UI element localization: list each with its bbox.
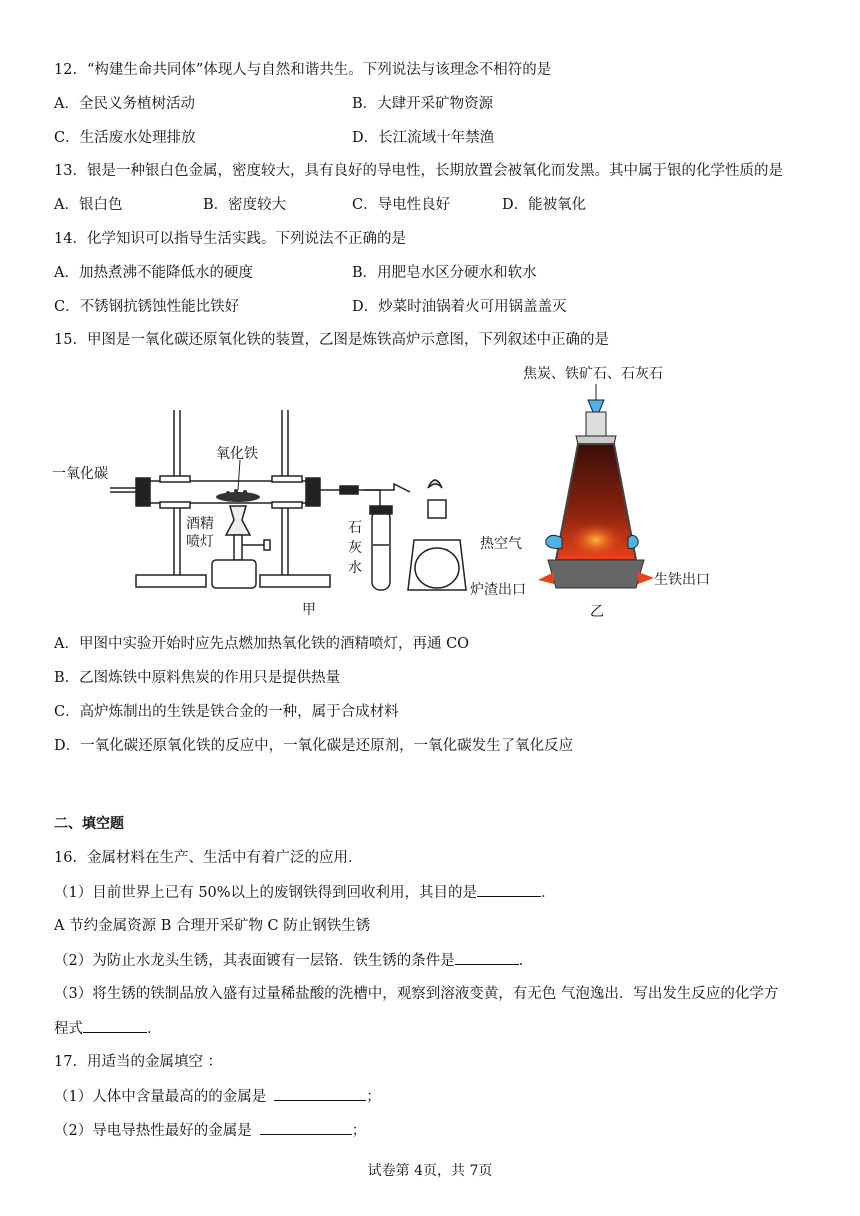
label-iron-outlet: 生铁出口 <box>654 572 710 588</box>
q15-option-a: A．甲图中实验开始时应先点燃加热氧化铁的酒精喷灯，再通 CO <box>54 636 470 652</box>
q16-part2-end: ． <box>518 953 534 969</box>
hot-air-nozzle-left <box>546 535 562 548</box>
q12-option-d: D．长江流域十年禁渔 <box>352 130 495 146</box>
label-raw-materials: 焦炭、铁矿石、石灰石 <box>523 366 663 382</box>
figure-yi-blast-furnace <box>468 360 718 620</box>
q13-option-d: D．能被氧化 <box>502 197 587 213</box>
section-title-fill-in: 二、填空题 <box>54 816 124 832</box>
label-lamp-2: 喷灯 <box>186 534 214 550</box>
limewater-test-tube <box>370 506 392 590</box>
label-limewater-3: 水 <box>348 560 362 576</box>
q16-part3-blank[interactable] <box>83 1018 147 1033</box>
slag-outlet-arrow <box>538 572 554 584</box>
q17-part1-end: ； <box>366 1089 381 1105</box>
q16-part2-blank[interactable] <box>455 950 519 965</box>
q14-option-a: A．加热煮沸不能降低水的硬度 <box>54 265 253 281</box>
q14-stem: 14．化学知识可以指导生活实践。下列说法不正确的是 <box>54 231 406 247</box>
figure-jia-apparatus <box>50 360 470 620</box>
q14-option-c: C．不锈钢抗锈蚀性能比铁好 <box>54 299 240 315</box>
q16-part3-cont <box>54 1018 162 1039</box>
q16-part3-cont-text: 程式 <box>54 1021 83 1037</box>
label-slag-outlet: 炉渣出口 <box>470 582 526 598</box>
q15-stem: 15．甲图是一氧化碳还原氧化铁的装置，乙图是炼铁高炉示意图，下列叙述中正确的是 <box>54 332 609 348</box>
label-co: 一氧化碳 <box>52 466 108 482</box>
q13-stem: 13．银是一种银白色金属，密度较大，具有良好的导电性，长期放置会被氧化而发黑。其中属于银的化学性质的是 <box>54 163 783 179</box>
q17-stem: 17．用适当的金属填空 ： <box>54 1054 223 1070</box>
q17-part2-blank[interactable] <box>260 1120 352 1135</box>
q16-part1-blank[interactable] <box>477 882 541 897</box>
q16-part3: （3）将生锈的铁制品放入盛有过量稀盐酸的洗槽中，观察到溶液变黄，有无色 气泡逸出．写出发生反应的化学方 <box>54 986 779 1002</box>
iron-outlet-arrow <box>638 572 654 584</box>
q16-part2-text: （2）为防止水龙头生锈，其表面镀有一层铬．铁生锈的条件是 <box>54 953 455 969</box>
q12-option-b: B．大肆开采矿物资源 <box>352 96 494 112</box>
alcohol-lamp-flame <box>408 480 466 590</box>
q15-option-d: D．一氧化碳还原氧化铁的反应中，一氧化碳是还原剂，一氧化碳发生了氧化反应 <box>54 738 574 754</box>
hot-air-nozzle-right <box>628 535 638 548</box>
reaction-tube <box>110 476 320 508</box>
q12-option-a: A．全民义务植树活动 <box>54 96 195 112</box>
feed-hopper <box>588 400 604 412</box>
label-limewater-2: 灰 <box>348 540 362 556</box>
q16-part3-end: ． <box>147 1021 162 1037</box>
q14-option-b: B．用肥皂水区分硬水和软水 <box>352 265 537 281</box>
q16-part1-options: A 节约金属资源 B 合理开采矿物 C 防止钢铁生锈 <box>54 918 371 934</box>
q12-option-c: C．生活废水处理排放 <box>54 130 196 146</box>
q13-option-c: C．导电性良好 <box>352 197 451 213</box>
q12-stem: 12．“构建生命共同体”体现人与自然和谐共生。下列说法与该理念不相符的是 <box>54 62 552 78</box>
page-footer: 试卷第 4页，共 7页 <box>367 1163 493 1179</box>
q17-part1-blank[interactable] <box>274 1086 366 1101</box>
q17-part2 <box>54 1120 366 1141</box>
q17-part1 <box>54 1086 381 1107</box>
q17-part2-end: ； <box>351 1123 367 1139</box>
label-hot-air: 热空气 <box>480 536 522 552</box>
label-limewater-1: 石 <box>348 520 362 536</box>
q15-option-c: C．高炉炼制出的生铁是铁合金的一种，属于合成材料 <box>54 704 399 720</box>
q13-option-b: B．密度较大 <box>203 197 287 213</box>
q16-part2 <box>54 950 533 971</box>
q16-stem: 16．金属材料在生产、生活中有着广泛的应用． <box>54 850 363 866</box>
figure-yi-caption: 乙 <box>590 604 604 620</box>
q16-part1-end: ． <box>541 885 556 901</box>
label-fe2o3: 氧化铁 <box>216 446 258 462</box>
q14-option-d: D．炒菜时油锅着火可用锅盖盖灭 <box>352 299 567 315</box>
q13-option-a: A．银白色 <box>54 197 123 213</box>
delivery-tube <box>320 484 410 575</box>
q17-part1-text: （1）人体中含量最高的的金属是 <box>54 1089 267 1105</box>
figure-jia-caption: 甲 <box>302 602 316 618</box>
label-lamp-1: 酒精 <box>186 516 214 532</box>
q16-part1-text: （1）目前世界上已有 50%以上的废钢铁得到回收利用，其目的是 <box>54 885 478 901</box>
q17-part2-text: （2）导电导热性最好的金属是 <box>54 1123 252 1139</box>
q16-part1 <box>54 882 556 903</box>
q15-option-b: B．乙图炼铁中原料焦炭的作用只是提供热量 <box>54 670 341 686</box>
